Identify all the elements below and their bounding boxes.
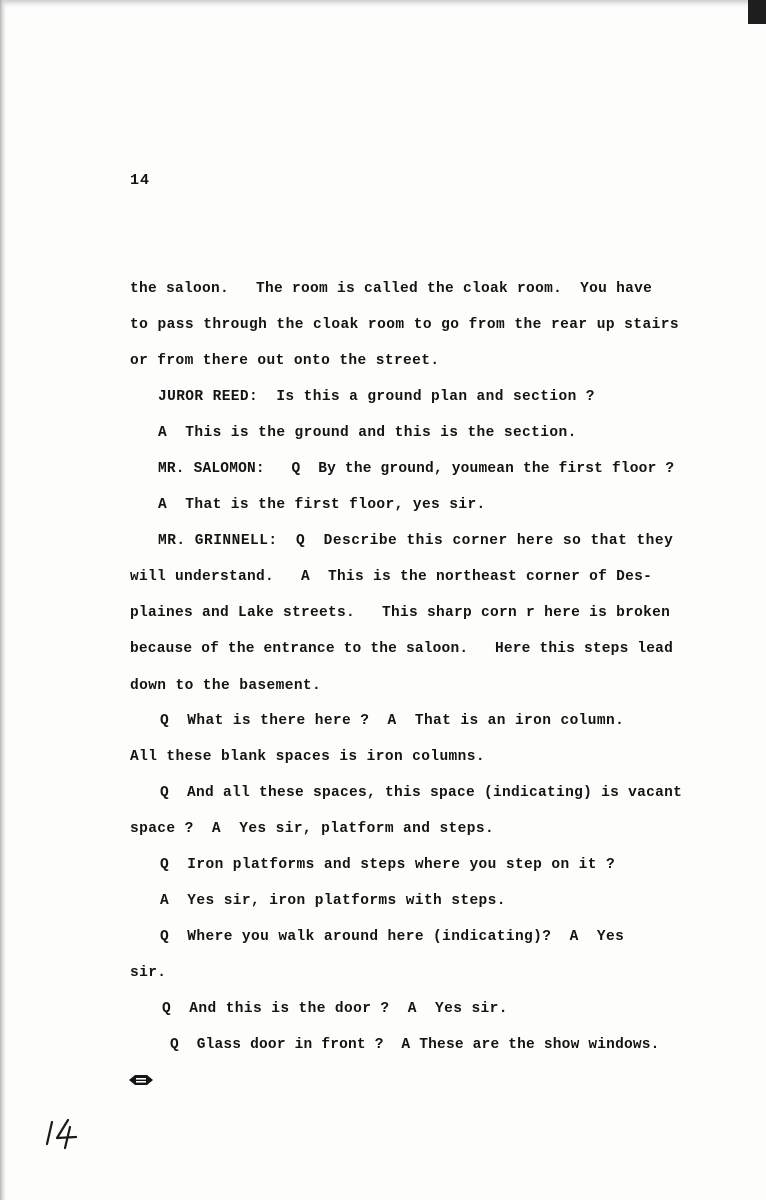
page-number: 14 — [130, 172, 151, 189]
text-line: because of the entrance to the saloon. Here this steps lead — [130, 641, 673, 657]
text-line: to pass through the cloak room to go from the rear up stairs — [130, 317, 680, 333]
handwritten-page-number — [44, 1118, 84, 1150]
text-line: MR. GRINNELL: Q Describe this corner here so that they — [158, 533, 674, 549]
text-line: plaines and Lake streets. This sharp corn r here is broken — [130, 605, 671, 621]
text-line: Q What is there here ? A That is an iron column. — [160, 713, 625, 729]
text-line: Q And all these spaces, this space (indicating) is vacant — [160, 785, 683, 801]
text-line: or from there out onto the street. — [130, 353, 440, 369]
text-line: All these blank spaces is iron columns. — [130, 749, 485, 765]
text-line: the saloon. The room is called the cloak room. You have — [130, 281, 653, 297]
text-line: space ? A Yes sir, platform and steps. — [130, 821, 495, 837]
text-line: down to the basement. — [130, 678, 322, 694]
text-line: A This is the ground and this is the section. — [158, 425, 577, 441]
continuation-mark-icon — [128, 1074, 154, 1086]
text-line: will understand. A This is the northeast corner of Des- — [130, 569, 653, 585]
text-line: MR. SALOMON: Q By the ground, youmean the first floor ? — [158, 461, 675, 477]
text-line: Q Iron platforms and steps where you step on it ? — [160, 857, 616, 873]
text-line: Q Where you walk around here (indicating)? A Yes — [160, 929, 625, 945]
text-line: sir. — [130, 965, 167, 981]
text-line: A That is the first floor, yes sir. — [158, 497, 486, 513]
scan-corner-mark — [748, 0, 766, 24]
scan-left-edge — [0, 0, 6, 1200]
text-line: A Yes sir, iron platforms with steps. — [160, 893, 506, 909]
text-line: Q And this is the door ? A Yes sir. — [162, 1001, 508, 1017]
scan-top-edge — [0, 0, 766, 8]
text-line: JUROR REED: Is this a ground plan and section ? — [158, 389, 595, 405]
text-line: Q Glass door in front ? A These are the show windows. — [170, 1037, 660, 1053]
